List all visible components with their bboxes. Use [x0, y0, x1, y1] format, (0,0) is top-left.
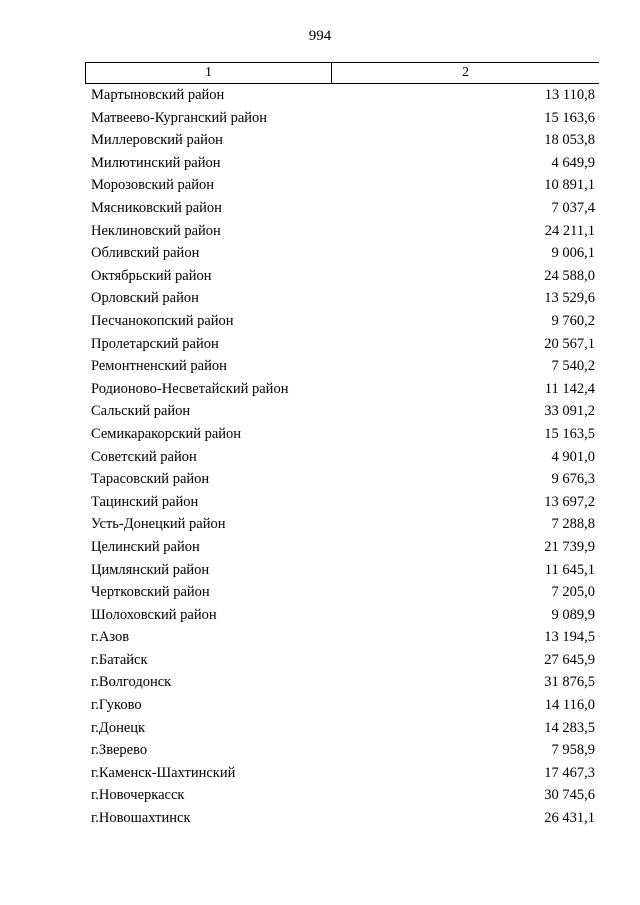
table-row [85, 468, 595, 491]
district-value: 26 431,1 [544, 810, 595, 827]
table-row [85, 242, 595, 265]
table-row [85, 717, 595, 740]
table-row [85, 558, 595, 581]
district-value: 4 649,9 [551, 154, 595, 171]
table-header-col-2: 2 [462, 65, 469, 80]
district-value: 27 645,9 [544, 651, 595, 668]
district-value: 9 676,3 [551, 471, 595, 488]
table-row [85, 784, 595, 807]
district-name: г.Зверево [91, 742, 148, 759]
district-value: 31 876,5 [544, 674, 595, 691]
district-name: г.Новочеркасск [91, 787, 185, 804]
district-name: Семикаракорский район [91, 425, 242, 442]
table-row [85, 536, 595, 559]
district-name: Октябрьский район [91, 267, 212, 284]
table-row [85, 694, 595, 717]
district-name: Тацинский район [91, 493, 199, 510]
district-name: Пролетарский район [91, 335, 219, 352]
table-row [85, 581, 595, 604]
table-row [85, 807, 595, 830]
district-name: Морозовский район [91, 177, 215, 194]
table-row [85, 152, 595, 175]
district-name: г.Батайск [91, 651, 148, 668]
district-value: 14 283,5 [544, 719, 595, 736]
table-row [85, 626, 595, 649]
table-body [85, 84, 595, 830]
table-row [85, 649, 595, 672]
district-name: Матвеево-Курганский район [91, 109, 268, 126]
district-name: Обливский район [91, 245, 200, 262]
district-value: 11 142,4 [544, 380, 595, 397]
district-value: 24 588,0 [544, 267, 595, 284]
district-name: Песчанокопский район [91, 312, 234, 329]
table-row [85, 129, 595, 152]
table-header-col-1: 1 [86, 63, 332, 83]
table-row [85, 446, 595, 469]
table-row [85, 355, 595, 378]
table-row [85, 265, 595, 288]
district-value: 15 163,6 [544, 109, 595, 126]
district-value: 7 205,0 [551, 584, 595, 601]
district-name: Орловский район [91, 290, 199, 307]
district-value: 7 037,4 [551, 200, 595, 217]
district-name: Миллеровский район [91, 132, 223, 149]
district-value: 33 091,2 [544, 403, 595, 420]
district-value: 20 567,1 [544, 335, 595, 352]
district-name: Чертковский район [91, 584, 210, 601]
district-value: 15 163,5 [544, 425, 595, 442]
district-name: Цимлянский район [91, 561, 210, 578]
district-name: Советский район [91, 448, 197, 465]
page-number: 994 [308, 28, 332, 44]
district-name: Тарасовский район [91, 471, 210, 488]
district-value: 13 194,5 [544, 629, 595, 646]
table-row [85, 174, 595, 197]
district-value: 18 053,8 [544, 132, 595, 149]
district-value: 7 288,8 [551, 516, 595, 533]
district-value: 17 467,3 [544, 764, 595, 781]
table-row [85, 84, 595, 107]
table-row [85, 491, 595, 514]
district-name: г.Каменск-Шахтинский [91, 764, 236, 781]
district-name: Мартыновский район [91, 87, 225, 104]
table-row [85, 400, 595, 423]
district-name: г.Гуково [91, 697, 142, 714]
district-name: Неклиновский район [91, 222, 221, 239]
district-name: Шолоховский район [91, 606, 217, 623]
district-value: 7 540,2 [551, 358, 595, 375]
district-value: 9 006,1 [551, 245, 595, 262]
district-value: 11 645,1 [544, 561, 595, 578]
table-row [85, 604, 595, 627]
district-value: 21 739,9 [544, 538, 595, 555]
district-value: 4 901,0 [551, 448, 595, 465]
district-name: г.Волгодонск [91, 674, 172, 691]
table-row [85, 671, 595, 694]
district-name: г.Азов [91, 629, 130, 646]
table-row [85, 378, 595, 401]
district-name: Родионово-Несветайский район [91, 380, 289, 397]
district-name: г.Донецк [91, 719, 146, 736]
district-value: 24 211,1 [544, 222, 595, 239]
district-value: 9 089,9 [551, 606, 595, 623]
table-row [85, 739, 595, 762]
table-row [85, 287, 595, 310]
table-row [85, 513, 595, 536]
district-name: Усть-Донецкий район [91, 516, 226, 533]
district-value: 13 110,8 [544, 87, 595, 104]
district-value: 14 116,0 [544, 697, 595, 714]
district-name: Ремонтненский район [91, 358, 227, 375]
district-value: 13 529,6 [544, 290, 595, 307]
table-row [85, 423, 595, 446]
district-name: Целинский район [91, 538, 200, 555]
table-row [85, 333, 595, 356]
table-row [85, 762, 595, 785]
table-row [85, 197, 595, 220]
district-value: 30 745,6 [544, 787, 595, 804]
district-value: 7 958,9 [551, 742, 595, 759]
table-row [85, 220, 595, 243]
district-value: 10 891,1 [544, 177, 595, 194]
district-name: Мясниковский район [91, 200, 222, 217]
table-header [85, 62, 599, 84]
district-name: г.Новошахтинск [91, 810, 191, 827]
table-row [85, 107, 595, 130]
district-value: 9 760,2 [551, 312, 595, 329]
district-name: Милютинский район [91, 154, 221, 171]
table-row [85, 310, 595, 333]
district-name: Сальский район [91, 403, 191, 420]
district-value: 13 697,2 [544, 493, 595, 510]
